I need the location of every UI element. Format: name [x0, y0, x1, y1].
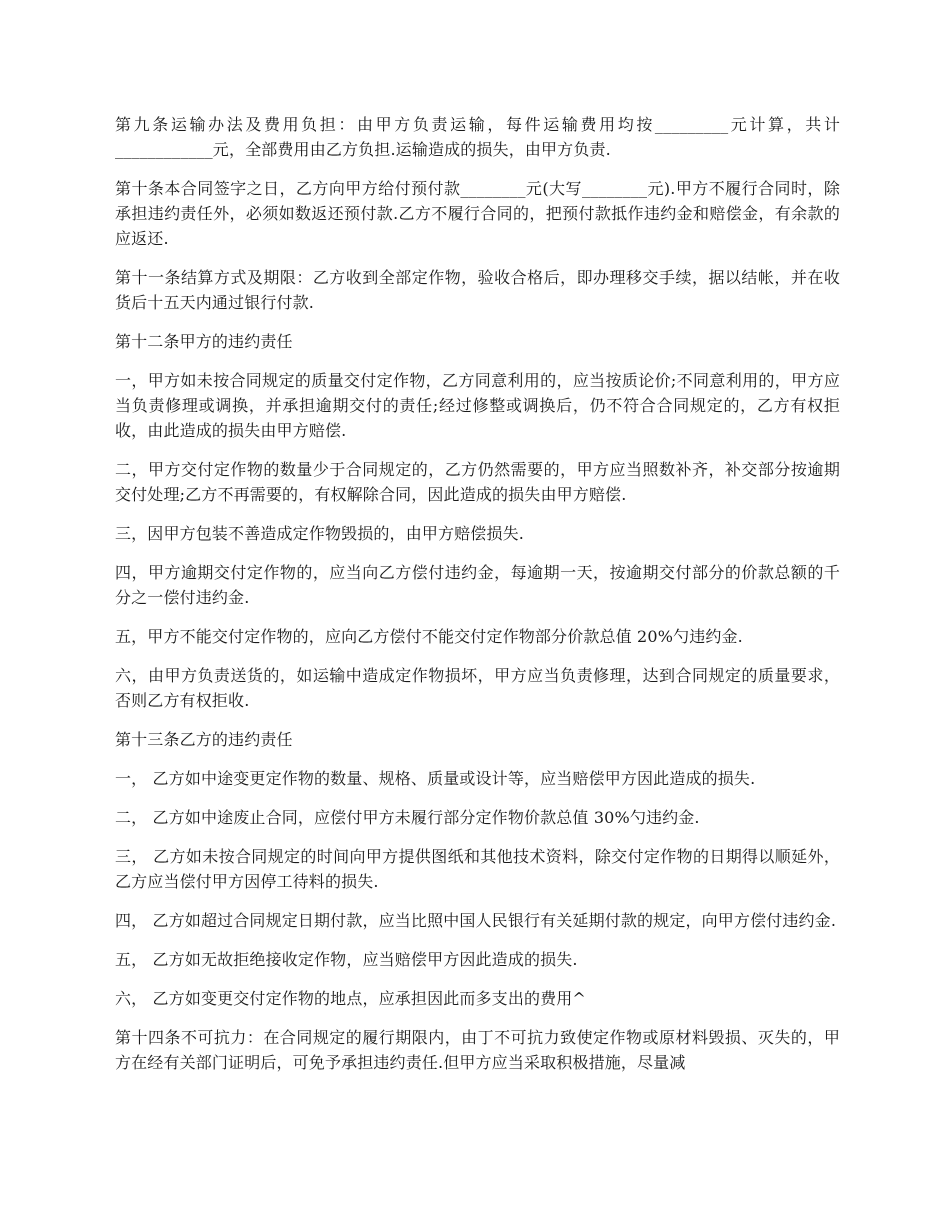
article-11-settlement: 第十一条结算方式及期限：乙方收到全部定作物，验收合格后，即办理移交手续，据以结帐，并在收货后十五天内通过银行付款. — [115, 268, 840, 312]
article-12-clause-1: 一，甲方如未按合同规定的质量交付定作物，乙方同意利用的，应当按质论价;不同意利用的，甲方应当负责修理或调换，并承担逾期交付的责任;经过修整或调换后，仍不符合合同规定的，乙方有权拒收，由此造成的损失由甲方赔偿. — [115, 371, 840, 440]
article-13-clause-5: 五， 乙方如无故拒绝接收定作物，应当赔偿甲方因此造成的损失. — [115, 950, 578, 969]
article-12-clause-6: 六，由甲方负责送货的，如运输中造成定作物损坏，甲方应当负责修理，达到合同规定的质量要求，否则乙方有权拒收. — [115, 666, 840, 710]
article-9-transport: 第九条运输办法及费用负担：由甲方负责运输，每件运输费用均按_________元计算，共计____________元，全部费用由乙方负担.运输造成的损失，由甲方负责. — [115, 115, 840, 159]
article-10-prepayment: 第十条本合同签字之日，乙方向甲方给付预付款________元(大写________元).甲方不履行合同时，除承担违约责任外，必须如数返还预付款.乙方不履行合同的，把预付款抵作违约金和赔偿金，有余款的应返还. — [115, 179, 840, 248]
article-13-heading: 第十三条乙方的违约责任 — [115, 730, 293, 749]
article-13-clause-3: 三， 乙方如未按合同规定的时间向甲方提供图纸和其他技术资料，除交付定作物的日期得以顺延外，乙方应当偿付甲方因停工待料的损失. — [115, 847, 840, 891]
document-page — [115, 112, 840, 1089]
article-12-clause-3: 三，因甲方包装不善造成定作物毁损的，由甲方赔偿损失. — [115, 524, 524, 543]
article-13-clause-6: 六， 乙方如变更交付定作物的地点，应承担因此而多支出的费用^ — [115, 989, 586, 1008]
article-13-clause-4: 四， 乙方如超过合同规定日期付款，应当比照中国人民银行有关延期付款的规定，向甲方偿付违约金. — [115, 911, 837, 930]
article-12-clause-2: 二，甲方交付定作物的数量少于合同规定的，乙方仍然需要的，甲方应当照数补齐，补交部分按逾期交付处理;乙方不再需要的，有权解除合同，因此造成的损失由甲方赔偿. — [115, 460, 840, 504]
article-12-clause-5: 五，甲方不能交付定作物的，应向乙方偿付不能交付定作物部分价款总值 20%勺违约金. — [115, 627, 743, 646]
article-13-clause-2: 二， 乙方如中途废止合同，应偿付甲方未履行部分定作物价款总值 30%勺违约金. — [115, 808, 700, 827]
article-12-heading: 第十二条甲方的违约责任 — [115, 332, 293, 351]
article-12-clause-4: 四，甲方逾期交付定作物的，应当向乙方偿付违约金，每逾期一天，按逾期交付部分的价款总额的千分之一偿付违约金. — [115, 563, 840, 607]
article-14-force-majeure: 第十四条不可抗力：在合同规定的履行期限内，由丁不可抗力致使定作物或原材料毁损、灭失的，甲方在经有关部门证明后，可免予承担违约责任.但甲方应当采取积极措施，尽量减 — [115, 1028, 840, 1072]
article-13-clause-1: 一， 乙方如中途变更定作物的数量、规格、质量或设计等，应当赔偿甲方因此造成的损失. — [115, 769, 756, 788]
